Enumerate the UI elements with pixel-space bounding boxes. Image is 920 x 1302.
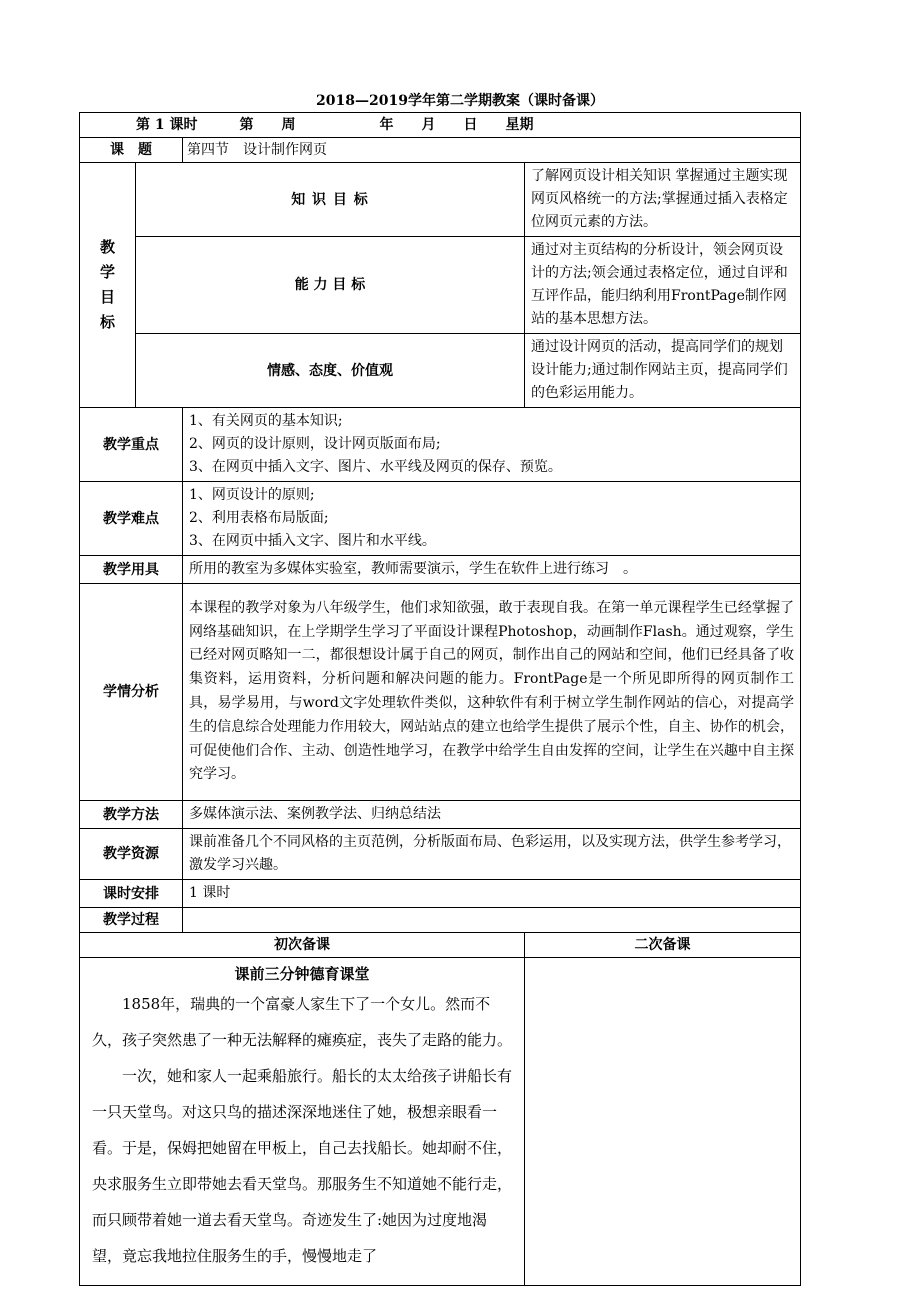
knowledge-goal-row — [80, 163, 801, 237]
resources-label: 教学资源 — [80, 829, 183, 880]
story-paragraph: 1858年，瑞典的一个富豪人家生下了一个女儿。然而不久，孩子突然患了一种无法解释的瘫痪症，丧失了走路的能力。 — [92, 995, 513, 1049]
tools-label: 教学用具 — [80, 556, 183, 584]
schedule-row — [80, 880, 801, 908]
topic-row — [80, 138, 801, 163]
analysis-row — [80, 584, 801, 801]
tools-row — [80, 556, 801, 584]
resources-row — [80, 829, 801, 880]
knowledge-goal-label: 知 识 目 标 — [136, 163, 525, 237]
knowledge-goal-value: 了解网页设计相关知识 掌握通过主题实现网页风格统一的方法;掌握通过插入表格定位网页元素的方法。 — [525, 163, 801, 237]
list-item: 3、在网页中插入文字、图片和水平线。 — [189, 533, 436, 549]
columns-header-row — [80, 933, 801, 958]
ability-goal-label: 能 力 目 标 — [136, 237, 525, 334]
difficulties-row — [80, 482, 801, 556]
process-value — [183, 908, 801, 933]
key-points-row — [80, 408, 801, 482]
list-item: 1、有关网页的基本知识; — [189, 413, 343, 429]
method-value: 多媒体演示法、案例教学法、归纳总结法 — [183, 801, 801, 829]
goals-label: 教 学 目 标 — [80, 163, 136, 408]
ability-goal-row — [80, 237, 801, 334]
first-prep-header: 初次备课 — [80, 933, 525, 958]
difficulties-list — [183, 482, 801, 556]
second-prep-content — [525, 958, 801, 1286]
method-label: 教学方法 — [80, 801, 183, 829]
lesson-date-header: 第 1 课时 第 周 年 月 日 星期 — [80, 113, 801, 138]
resources-value: 课前准备几个不同风格的主页范例，分析版面布局、色彩运用，以及实现方法，供学生参考学习，激发学习兴趣。 — [183, 829, 801, 880]
first-prep-content — [80, 958, 525, 1286]
lesson-plan-table — [79, 112, 801, 1286]
story-paragraph: 一次，她和家人一起乘船旅行。船长的太太给孩子讲船长有一只天堂鸟。对这只鸟的描述深深地迷住了她，极想亲眼看一看。于是，保姆把她留在甲板上，自己去找船长。她却耐不住，央求服务生立即带她去看天堂鸟。那服务生不知道她不能行走，而只顾带着她一道去看天堂鸟。奇迹发生了:她因为过度地渴望，竟忘我地拉住服务生的手，慢慢地走了 — [92, 1067, 513, 1265]
topic-value: 第四节 设计制作网页 — [183, 138, 801, 163]
story-heading: 课前三分钟德育课堂 — [234, 965, 370, 983]
tools-value: 所用的教室为多媒体实验室，教师需要演示，学生在软件上进行练习 。 — [183, 556, 801, 584]
emotion-goal-value: 通过设计网页的活动，提高同学们的规划设计能力;通过制作网站主页，提高同学们的色彩运用能力。 — [525, 334, 801, 408]
schedule-label: 课时安排 — [80, 880, 183, 908]
list-item: 2、网页的设计原则，设计网页版面布局; — [189, 436, 441, 452]
difficulties-label: 教学难点 — [80, 482, 183, 556]
schedule-value: 1 课时 — [183, 880, 801, 908]
analysis-label: 学情分析 — [80, 584, 183, 801]
ability-goal-value: 通过对主页结构的分析设计，领会网页设计的方法;领会通过表格定位，通过自评和互评作品，能归纳利用FrontPage制作网站的基本思想方法。 — [525, 237, 801, 334]
list-item: 1、网页设计的原则; — [189, 487, 315, 503]
process-label: 教学过程 — [80, 908, 183, 933]
second-prep-header: 二次备课 — [525, 933, 801, 958]
list-item: 2、利用表格布局版面; — [189, 510, 329, 526]
emotion-goal-label: 情感、态度、价值观 — [136, 334, 525, 408]
emotion-goal-row — [80, 334, 801, 408]
method-row — [80, 801, 801, 829]
topic-label: 课 题 — [80, 138, 183, 163]
analysis-value: 本课程的教学对象为八年级学生，他们求知欲强，敢于表现自我。在第一单元课程学生已经掌握了网络基础知识，在上学期学生学习了平面设计课程Photoshop，动画制作Flash。通过观察，学生已经对网页略知一二，都很想设计属于自己的网页，制作出自己的网站和空间，他们已经具备了收集资料，运用资料，分析问题和解决问题的能力。FrontPage是一个所见即所得的网页制作工具，易学易用，与word文字处理软件类似，这种软件有利于树立学生制作网站的信心，对提高学生的信息综合处理能力作用较大，网站站点的建立也给学生提供了展示个性，自主、协作的机会，可促使他们合作、主动、创造性地学习，在教学中给学生自由发挥的空间，让学生在兴趣中自主探究学习。 — [183, 584, 801, 801]
key-points-list — [183, 408, 801, 482]
header-row — [80, 113, 801, 138]
list-item: 3、在网页中插入文字、图片、水平线及网页的保存、预览。 — [189, 459, 562, 475]
key-points-label: 教学重点 — [80, 408, 183, 482]
document-title: 2018—2019学年第二学期教案（课时备课） — [316, 93, 604, 109]
process-row — [80, 908, 801, 933]
content-row — [80, 958, 801, 1286]
